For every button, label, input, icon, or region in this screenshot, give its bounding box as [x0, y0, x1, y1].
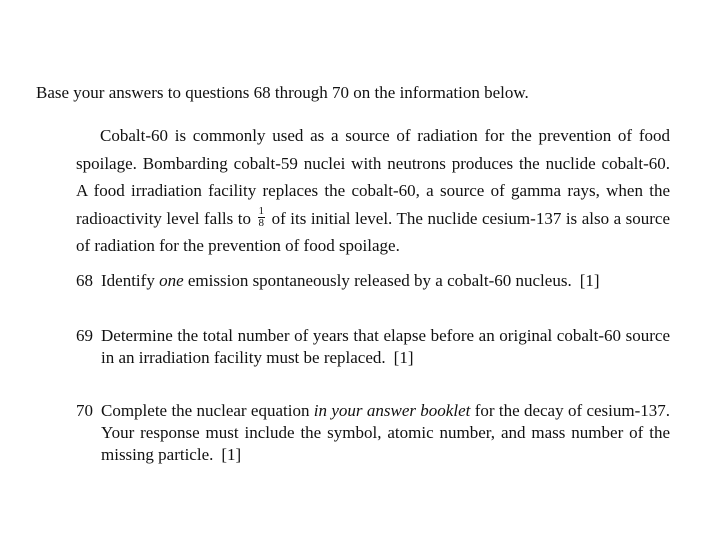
question-text — [101, 270, 670, 292]
question-text-before: Identify — [101, 271, 155, 290]
passage-text-part2: of its initial level. The nuclide cesium-137 is also a source of radiation for the prevention of food spoilage. — [76, 208, 671, 255]
credit-value: [1] — [579, 271, 600, 290]
credit-value: [1] — [221, 445, 242, 464]
question-emphasis: one — [159, 271, 184, 290]
one-eighth-fraction — [258, 206, 266, 229]
question-69 — [76, 325, 670, 369]
question-68 — [76, 270, 670, 292]
passage-text-part1: Cobalt-60 is commonly used as a source of radiation for the prevention of food spoilage. Bombarding cobalt-59 nuclei with neutrons produces the nuclide cobalt-60. A food irradiation facility replaces the cobalt-60, a source of gamma rays, when the radioactivity level falls to — [76, 126, 670, 228]
fraction-denominator: 8 — [258, 217, 265, 230]
question-text — [101, 325, 670, 369]
credit-value: [1] — [393, 348, 414, 367]
information-passage — [76, 122, 670, 260]
question-text-after: emission spontaneously released by a cobalt-60 nucleus. — [187, 271, 572, 290]
question-text-after: for the decay of cesium-137. Your response must include the symbol, atomic number, and mass number of the missing particle. — [101, 401, 671, 464]
question-text-before: Complete the nuclear equation — [101, 401, 310, 420]
question-number: 69 — [76, 326, 93, 345]
question-text — [101, 400, 670, 466]
question-number: 68 — [76, 271, 93, 290]
question-text-body: Determine the total number of years that elapse before an original cobalt-60 source in an irradiation facility must be replaced. — [101, 326, 670, 367]
question-70 — [76, 400, 670, 466]
question-number: 70 — [76, 401, 93, 420]
question-emphasis: in your answer booklet — [313, 401, 471, 420]
intro-instruction: Base your answers to questions 68 through 70 on the information below. — [36, 83, 529, 102]
fraction-numerator: 1 — [258, 205, 265, 218]
